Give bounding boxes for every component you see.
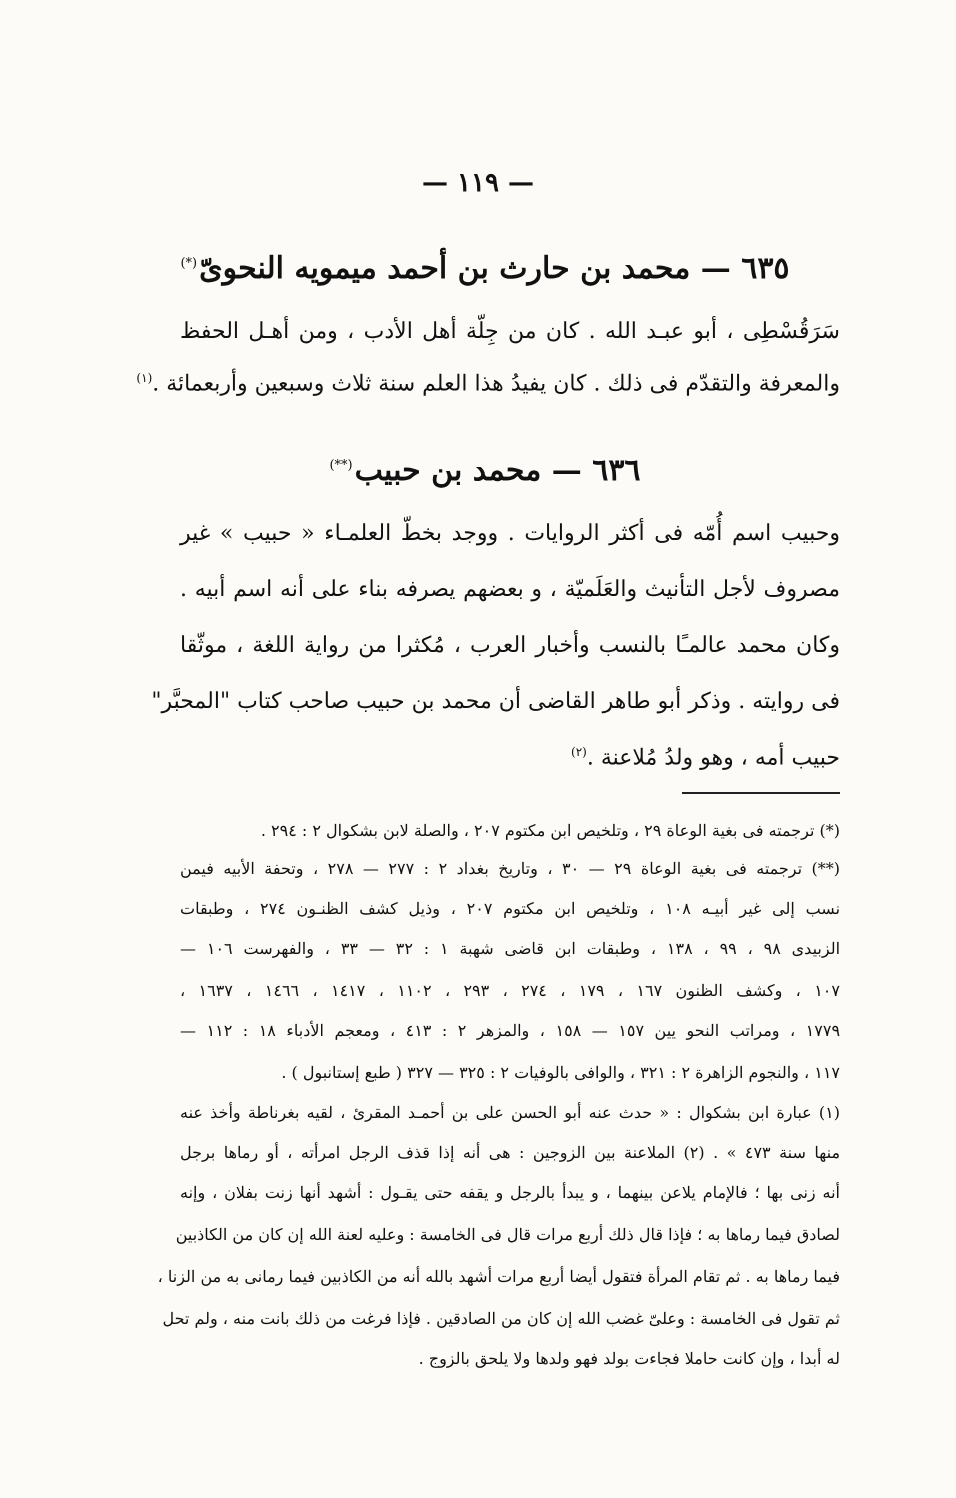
footnote-line: أنه زنى بها ؛ فالإمام يلاعن بينهما ، و يبدأ بالرجل و يقفه حتى يقـول : أشهد أنها زنت بفلان ، وإنه: [180, 1183, 840, 1202]
entry-title-635: [160, 244, 810, 289]
body-line: فى روايته . وذكر أبو طاهر القاضى أن محمد بن حبيب صاحب كتاب "المحبَّر": [151, 689, 840, 714]
footnote-line: (*) ترجمته فى بغية الوعاة ٢٩ ، وتلخيص ابن مكتوم ٢٠٧ ، والصلة لابن بشكوال ٢ : ٢٩٤ .: [260, 821, 840, 840]
footnote-reference: (١): [136, 371, 153, 385]
footnote-marker: (**): [329, 458, 353, 473]
page-number: — ١١٩ —: [421, 168, 535, 198]
footnote-line: ١٠٧ ، وكشف الظنون ١٦٧ ، ١٧٩ ، ٢٧٤ ، ٢٩٣ ، ١١٠٢ ، ١٤١٧ ، ١٤٦٦ ، ١٦٣٧ ،: [180, 981, 840, 1000]
body-line-text: والمعرفة والتقدّم فى ذلك . كان يفيدُ هذا العلم سنة ثلاث وسبعين وأربعمائة .: [152, 371, 840, 397]
body-line: وحبيب اسم أُمّه فى أكثر الروايات . ووجد بخطّ العلمـاء « حبيب » غير: [180, 521, 840, 546]
body-line: [180, 736, 840, 774]
footnote-line: ١١٧ ، والنجوم الزاهرة ٢ : ٣٢١ ، والوافى بالوفيات ٢ : ٣٢٥ — ٣٢٧ ( طبع إستانبول ) .: [281, 1063, 840, 1082]
footnote-marker: (*): [180, 256, 198, 271]
footnote-line: (١) عبارة ابن بشكوال : « حدث عنه أبو الحسن على بن أحمـد المقرئ ، لقيه بغرناطة وأخذ عنه: [180, 1103, 840, 1122]
entry-title-text: ٦٣٦ — محمد بن حبيب: [354, 453, 641, 488]
entry-title-text: ٦٣٥ — محمد بن حارث بن أحمد ميمويه النحوىّ: [199, 251, 790, 286]
body-line: وكان محمد عالمـًا بالنسب وأخبار العرب ، مُكثرا من رواية اللغة ، موثّقا: [180, 633, 840, 658]
footnote-line: منها سنة ٤٧٣ » . (٢) الملاعنة بين الزوجين : هى أنه إذا قذف الرجل امرأته ، أو رماها برجل: [180, 1143, 841, 1162]
footnote-reference: (٢): [571, 745, 587, 759]
body-line-text: حبيب أمه ، وهو ولدُ مُلاعنة .: [586, 745, 840, 771]
body-line: مصروف لأجل التأنيث والعَلَميّة ، و بعضهم يصرفه بناء على أنه اسم أبيه .: [180, 577, 840, 602]
footnote-line: نسب إلى غير أبيـه ١٠٨ ، وتلخيص ابن مكتوم ٢٠٧ ، وذيل كشف الظنـون ٢٧٤ ، وطبقات: [180, 899, 841, 918]
footnote-line: ١٧٧٩ ، ومراتب النحو يين ١٥٧ — ١٥٨ ، والمزهر ٢ : ٤١٣ ، ومعجم الأدباء ١٨ : ١١٢ —: [180, 1021, 841, 1040]
footnote-line: (**) ترجمته فى بغية الوعاة ٢٩ — ٣٠ ، وتاريخ بغداد ٢ : ٢٧٧ — ٢٧٨ ، وتحفة الأبيه فيمن: [180, 859, 841, 878]
footnote-line: فيما رماها به . ثم تقام المرأة فتقول أيضا أربع مرات أشهد بالله أنه من الكاذبين فيما رمانى به من الزنا ،: [157, 1267, 840, 1286]
body-line: سَرَقُسْطِى ، أبو عبـد الله . كان من جِلّة أهل الأدب ، ومن أهـل الحفظ: [180, 319, 840, 344]
footnote-line: الزبيدى ٩٨ ، ٩٩ ، ١٣٨ ، وطبقات ابن قاضى شهبة ١ : ٣٢ — ٣٣ ، والفهرست ١٠٦ —: [180, 939, 841, 958]
body-line: [136, 362, 840, 400]
footnote-line: له أبدا ، وإن كانت حاملا فجاءت بولد فهو ولدها ولا يلحق بالزوج .: [418, 1349, 840, 1368]
footnote-divider: [682, 792, 840, 794]
footnote-line: لصادق فيما رماها به ؛ فإذا قال ذلك أربع مرات قال فى الخامسة : وعليه لعنة الله إن كان من الكاذبين: [175, 1225, 840, 1244]
entry-title-636: [160, 446, 810, 491]
footnote-line: ثم تقول فى الخامسة : وعلىّ غضب الله إن كان من الصادقين . فإذا فرغت من ذلك بانت منه ، ولم تحل: [162, 1309, 840, 1328]
